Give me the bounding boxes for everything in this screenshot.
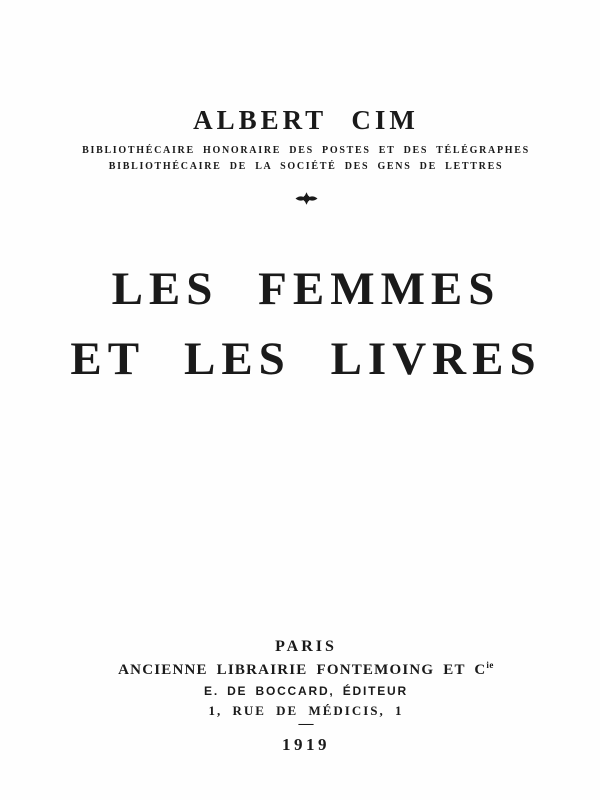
book-title-line-1: LES FEMMES xyxy=(111,263,501,315)
fleuron-ornament-icon xyxy=(295,190,318,207)
imprint-publisher xyxy=(6,661,600,678)
author-name: ALBERT CIM xyxy=(193,105,419,135)
imprint-publisher-text: ANCIENNE LIBRAIRIE FONTEMOING ET C xyxy=(118,662,487,678)
ornament-row xyxy=(6,191,600,207)
author-credit-line-2: BIBLIOTHÉCAIRE DE LA SOCIÉTÉ DES GENS DE LETTRES xyxy=(108,161,504,172)
imprint-publisher-superscript: ie xyxy=(486,660,494,670)
author-credit-line-1: BIBLIOTHÉCAIRE HONORAIRE DES POSTES ET DES TÉLÉGRAPHES xyxy=(82,145,530,156)
imprint-year: 1919 xyxy=(282,735,330,754)
imprint-city: PARIS xyxy=(275,638,337,655)
imprint-address: 1, RUE DE MÉDICIS, 1 xyxy=(208,703,404,718)
imprint-divider-dash: — xyxy=(298,716,314,732)
imprint-editor: E. DE BOCCARD, ÉDITEUR xyxy=(204,684,408,698)
book-title-line-2: ET LES LIVRES xyxy=(70,333,542,385)
